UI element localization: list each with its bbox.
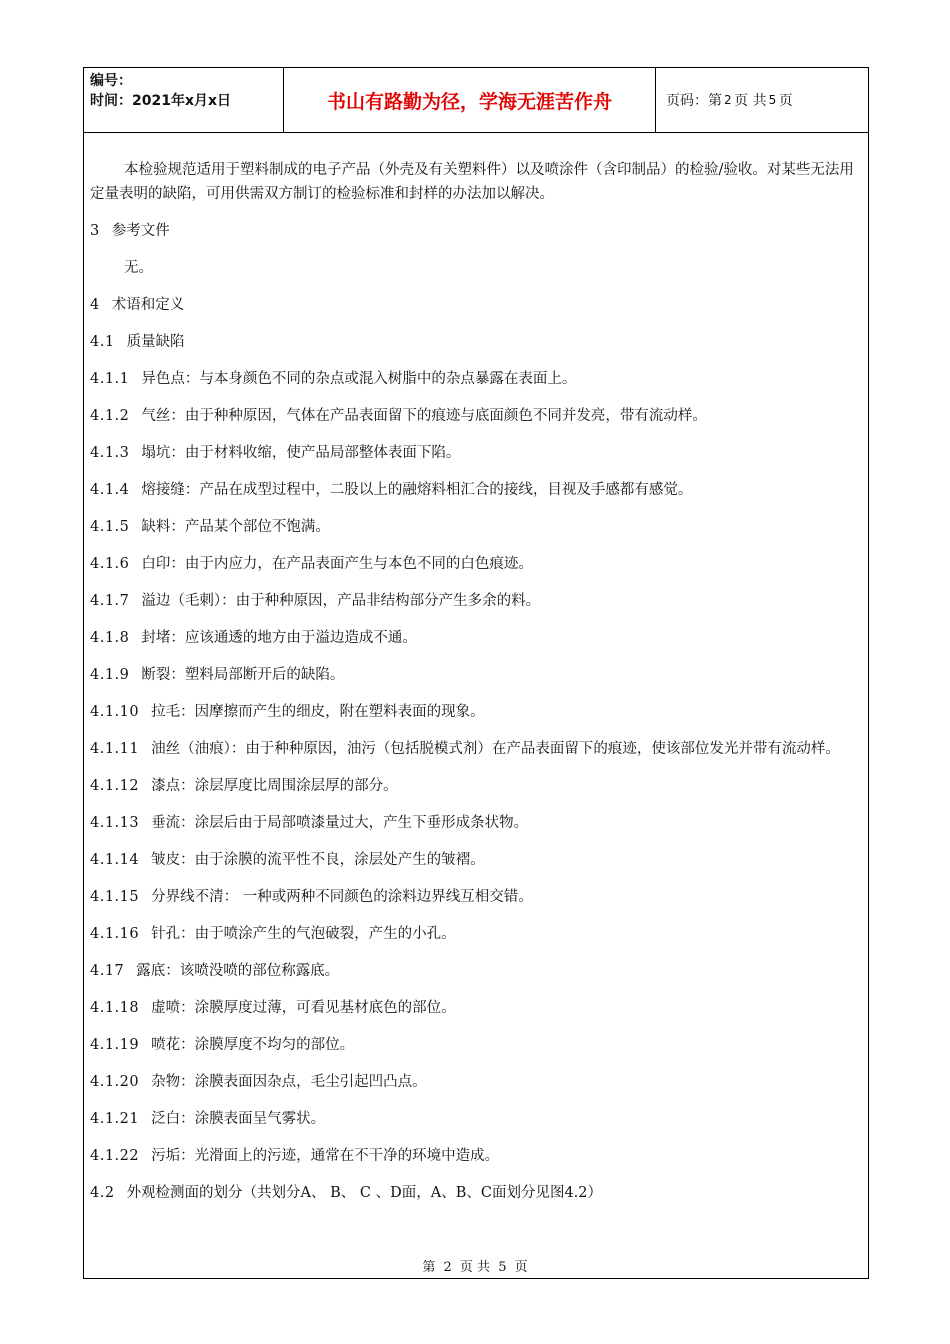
definition-text: 油丝（油痕）：由于种种原因，油污（包括脱模式剂）在产品表面留下的痕迹，使该部位发光并带有流动样。	[151, 741, 840, 757]
intro-paragraph: 本检验规范适用于塑料制成的电子产品（外壳及有关塑料件）以及喷涂件（含印制品）的检验/验收。对某些无法用定量表明的缺陷，可用供需双方制订的检验标准和封样的办法加以解决。	[90, 162, 854, 202]
definition-item	[90, 1108, 866, 1131]
definition-text: 喷花：涂膜厚度不均匀的部位。	[151, 1037, 355, 1053]
definition-number: 4.1.20	[90, 1074, 140, 1090]
definition-text: 白印：由于内应力，在产品表面产生与本色不同的白色痕迹。	[141, 556, 533, 572]
definition-number: 4.1.15	[90, 889, 140, 905]
footer-mid: 页 共	[459, 1260, 491, 1275]
definition-item	[90, 775, 866, 798]
definition-number: 4.1.22	[90, 1148, 140, 1164]
footer-current: 2	[443, 1260, 452, 1275]
definition-number: 4.1.13	[90, 815, 140, 831]
page-suffix: 页	[778, 93, 793, 109]
definition-text: 泛白：涂膜表面呈气雾状。	[151, 1111, 326, 1127]
section-4-1-title: 质量缺陷	[126, 334, 185, 350]
definition-number: 4.1.7	[90, 593, 130, 609]
definition-item	[90, 1034, 866, 1057]
section-3-number: 3	[90, 223, 100, 239]
document-content	[90, 158, 866, 1219]
section-4-1-number: 4.1	[90, 334, 115, 350]
section-3-title: 参考文件	[111, 223, 170, 239]
definition-text: 塌坑：由于材料收缩，使产品局部整体表面下陷。	[141, 445, 461, 461]
header-meta	[84, 68, 284, 132]
definition-number: 4.1.3	[90, 445, 130, 461]
definition-number: 4.1.11	[90, 741, 140, 757]
definition-item	[90, 479, 866, 502]
definition-text: 污垢：光滑面上的污迹，通常在不干净的环境中造成。	[151, 1148, 500, 1164]
definition-number: 4.1.14	[90, 852, 140, 868]
definition-number: 4.1.18	[90, 1000, 140, 1016]
header-motto: 书山有路勤为径，学海无涯苦作舟	[284, 68, 656, 132]
page-total: 5	[768, 93, 777, 107]
section-3-heading	[90, 220, 866, 243]
definition-number: 4.2	[90, 1185, 115, 1201]
definition-number: 4.1.10	[90, 704, 140, 720]
definition-item	[90, 516, 866, 539]
definition-item	[90, 1071, 866, 1094]
definition-item	[90, 1182, 866, 1205]
definition-item	[90, 627, 866, 650]
definition-item	[90, 886, 866, 909]
header-page-indicator	[656, 68, 868, 132]
definition-number: 4.1.12	[90, 778, 140, 794]
definition-item	[90, 812, 866, 835]
footer-prefix: 第	[422, 1260, 436, 1275]
page-prefix: 页码：第	[666, 93, 722, 109]
definition-item	[90, 997, 866, 1020]
definition-text: 溢边（毛刺）：由于种种原因，产品非结构部分产生多余的料。	[141, 593, 541, 609]
definition-item	[90, 405, 866, 428]
section-4-number: 4	[90, 297, 100, 313]
definition-number: 4.1.1	[90, 371, 130, 387]
definition-text: 虚喷：涂膜厚度过薄，可看见基材底色的部位。	[151, 1000, 456, 1016]
definition-text: 断裂：塑料局部断开后的缺陷。	[141, 667, 345, 683]
definition-number: 4.1.9	[90, 667, 130, 683]
definition-number: 4.1.6	[90, 556, 130, 572]
definition-item	[90, 590, 866, 613]
definition-number: 4.17	[90, 963, 125, 979]
definition-number: 4.1.8	[90, 630, 130, 646]
section-4-heading	[90, 294, 866, 317]
definition-item	[90, 960, 866, 983]
definition-text: 外观检测面的划分（共划分A、 B、 C 、D面，A、B、C面划分见图4.2）	[126, 1185, 603, 1201]
definition-text: 拉毛：因摩擦而产生的细皮，附在塑料表面的现象。	[151, 704, 485, 720]
definition-text: 封堵：应该通透的地方由于溢边造成不通。	[141, 630, 417, 646]
definition-text: 气丝：由于种种原因，气体在产品表面留下的痕迹与底面颜色不同并发亮，带有流动样。	[141, 408, 707, 424]
definition-number: 4.1.16	[90, 926, 140, 942]
definition-text: 露底：该喷没喷的部位称露底。	[136, 963, 340, 979]
definition-number: 4.1.4	[90, 482, 130, 498]
definition-text: 熔接缝：产品在成型过程中，二股以上的融熔料相汇合的接线，目视及手感都有感觉。	[141, 482, 693, 498]
definition-text: 垂流：涂层后由于局部喷漆量过大，产生下垂形成条状物。	[151, 815, 529, 831]
definition-number: 4.1.19	[90, 1037, 140, 1053]
definition-text: 缺料：产品某个部位不饱满。	[141, 519, 330, 535]
definition-item	[90, 664, 866, 687]
section-4-1-heading	[90, 331, 866, 354]
definition-text: 皱皮：由于涂膜的流平性不良，涂层处产生的皱褶。	[151, 852, 485, 868]
footer-suffix: 页	[514, 1260, 528, 1275]
page-current: 2	[724, 93, 733, 107]
page-mid: 页 共	[734, 93, 767, 109]
section-3-text: 无。	[124, 260, 153, 276]
definition-item	[90, 442, 866, 465]
definition-number: 4.1.5	[90, 519, 130, 535]
definition-text: 分界线不清： 一种或两种不同颜色的涂料边界线互相交错。	[151, 889, 533, 905]
definition-item	[90, 701, 866, 724]
definition-item	[90, 1145, 866, 1168]
definition-item	[90, 738, 866, 761]
page-header	[83, 67, 869, 133]
page-footer	[0, 1256, 950, 1275]
footer-total: 5	[498, 1260, 507, 1275]
definition-text: 异色点：与本身颜色不同的杂点或混入树脂中的杂点暴露在表面上。	[141, 371, 577, 387]
definition-text: 漆点：涂层厚度比周围涂层厚的部分。	[151, 778, 398, 794]
document-number-label: 编号：	[90, 73, 132, 89]
definition-text: 杂物：涂膜表面因杂点，毛尘引起凹凸点。	[151, 1074, 427, 1090]
document-time-label: 时间：2021年x月x日	[90, 93, 232, 109]
section-4-title: 术语和定义	[111, 297, 185, 313]
definition-item	[90, 923, 866, 946]
definition-number: 4.1.2	[90, 408, 130, 424]
definition-item	[90, 849, 866, 872]
definition-item	[90, 553, 866, 576]
definition-item	[90, 368, 866, 391]
definition-number: 4.1.21	[90, 1111, 140, 1127]
definition-list	[90, 368, 866, 1205]
definition-text: 针孔：由于喷涂产生的气泡破裂，产生的小孔。	[151, 926, 456, 942]
